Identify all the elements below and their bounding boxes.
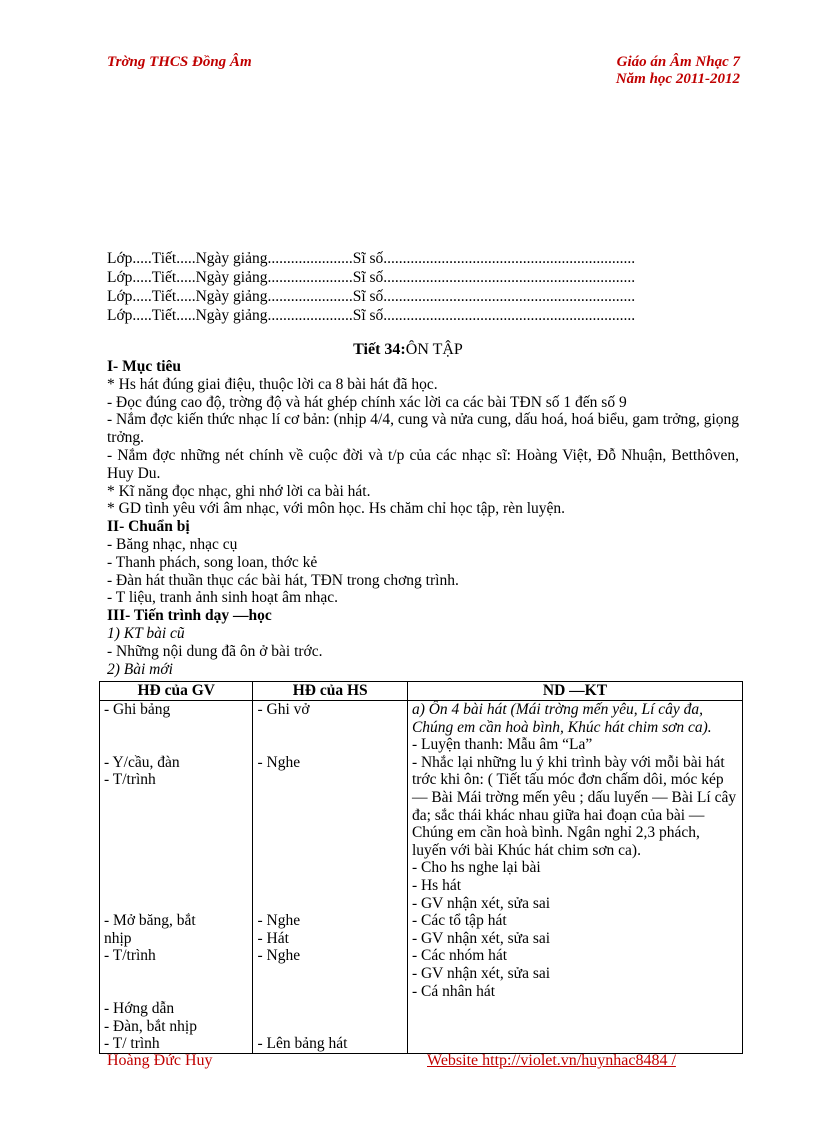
content-item: - Hs hát <box>411 876 462 894</box>
header-subject-line2: Năm học 2011-2012 <box>615 71 740 87</box>
preparation-item: - Băng nhạc, nhạc cụ <box>107 535 238 553</box>
header-subject <box>616 54 740 88</box>
table-header-row <box>100 682 743 701</box>
student-activity: - Hát <box>257 929 289 947</box>
class-info-row: Lớp.....Tiết.....Ngày giảng......................Sĩ số................................................................. <box>107 288 636 305</box>
section-heading-objectives: I- Mục tiêu <box>107 358 182 375</box>
student-activity: - Nghe <box>257 753 301 771</box>
teacher-column <box>100 701 253 1054</box>
teacher-activity: - Đàn, bắt nhịp <box>104 1017 197 1035</box>
subheading-new-lesson: 2) Bài mới <box>107 660 173 678</box>
teacher-activity: - T/trình <box>104 771 156 789</box>
content-item: - GV nhận xét, sửa sai <box>411 929 551 947</box>
table-row <box>100 701 743 1054</box>
teacher-activity: - T/trình <box>104 947 156 965</box>
subheading-review: 1) KT bài cũ <box>107 624 185 642</box>
header-subject-line1: Giáo án Âm Nhạc 7 <box>616 54 740 70</box>
footer-author: Hoàng Đức Huy <box>107 1052 213 1069</box>
content-item: - Nhắc lại những lu ý khi trình bày với mỗi bài hát trớc khi ôn: ( Tiết tấu móc đơn chấm dôi, móc kép — Bài Mái trờng mến yêu ; dấu luyến — Bài Lí cây đa; sắc thái khác nhau giữa hai đoạn của bài — Chúng em cần hoà bình. Ngân nghỉ 2,3 phách, luyến với bài Khúc hát chim sơn ca). <box>411 753 737 859</box>
content-item: - Các tổ tập hát <box>411 912 507 930</box>
content-item: a) Ôn 4 bài hát (Mái trờng mến yêu, Lí cây đa, Chúng em cần hoà bình, Khúc hát chim sơn ca). <box>411 701 712 736</box>
student-activity: - Nghe <box>257 912 301 930</box>
header-student: HĐ của HS <box>253 682 407 701</box>
footer-website-link[interactable]: Website http://violet.vn/huynhac8484 / <box>427 1052 676 1069</box>
class-info-row: Lớp.....Tiết.....Ngày giảng......................Sĩ số................................................................. <box>107 269 636 286</box>
objective-item: * GD tình yêu với âm nhạc, với môn học. Hs chăm chỉ học tập, rèn luyện. <box>107 500 566 518</box>
class-info-row: Lớp.....Tiết.....Ngày giảng......................Sĩ số................................................................. <box>107 250 636 267</box>
lesson-body <box>107 358 739 678</box>
student-activity: - Lên bảng hát <box>257 1035 348 1053</box>
objective-item: - Nắm đợc kiến thức nhạc lí cơ bản: (nhịp 4/4, cung và nửa cung, dấu hoá, hoá biểu, gam trởng, giọng trởng. <box>107 411 739 447</box>
student-column <box>253 701 407 1054</box>
lesson-title <box>0 341 816 359</box>
student-activity: - Ghi vở <box>257 701 310 718</box>
teacher-activity: - T/ trình <box>104 1035 160 1053</box>
lesson-title-sub: ÔN TẬP <box>405 341 463 358</box>
content-item: - GV nhận xét, sửa sai <box>411 964 551 982</box>
section-heading-procedure: III- Tiến trình dạy —học <box>107 607 272 625</box>
teacher-activity: nhịp <box>104 929 132 947</box>
preparation-item: - Thanh phách, song loan, thớc kẻ <box>107 553 318 571</box>
teacher-activity: - Hớng dẫn <box>104 1000 175 1018</box>
objective-item: - Đọc đúng cao độ, trờng độ và hát ghép chính xác lời ca các bài TĐN số 1 đến số 9 <box>107 393 627 411</box>
teacher-activity: - Y/cầu, đàn <box>104 753 180 771</box>
preparation-item: - Đàn hát thuần thục các bài hát, TĐN trong chơng trình. <box>107 571 459 589</box>
teacher-activity: - Mở băng, bắt <box>104 912 196 930</box>
activity-table <box>99 681 743 1054</box>
preparation-item: - T liệu, tranh ảnh sinh hoạt âm nhạc. <box>107 589 339 607</box>
content-item: - Các nhóm hát <box>411 947 508 965</box>
teacher-activity: - Ghi bảng <box>104 701 171 718</box>
header-school: Trờng THCS Đồng Âm <box>107 54 252 70</box>
header-teacher: HĐ của GV <box>100 682 253 701</box>
header-content: ND —KT <box>407 682 742 701</box>
class-info-block <box>107 249 737 325</box>
content-item: - GV nhận xét, sửa sai <box>411 894 551 912</box>
lesson-title-main: Tiết 34: <box>353 341 406 358</box>
student-activity: - Nghe <box>257 947 301 965</box>
content-item: - Cho hs nghe lại bài <box>411 859 541 877</box>
class-info-row: Lớp.....Tiết.....Ngày giảng......................Sĩ số................................................................. <box>107 307 636 324</box>
objective-item: * Hs hát đúng giai điệu, thuộc lời ca 8 bài hát đã học. <box>107 375 438 393</box>
content-item: - Cá nhân hát <box>411 982 496 1000</box>
section-heading-preparation: II- Chuẩn bị <box>107 518 190 536</box>
content-column <box>407 701 742 1054</box>
objective-item: * Kĩ năng đọc nhạc, ghi nhớ lời ca bài hát. <box>107 482 371 500</box>
objective-item: - Nắm đợc những nét chính về cuộc đời và t/p của các nhạc sĩ: Hoàng Việt, Đỗ Nhuận, Betthôven, Huy Du. <box>107 446 739 482</box>
review-item: - Những nội dung đã ôn ở bài trớc. <box>107 642 323 660</box>
content-item: - Luyện thanh: Mẫu âm “La” <box>411 736 593 754</box>
